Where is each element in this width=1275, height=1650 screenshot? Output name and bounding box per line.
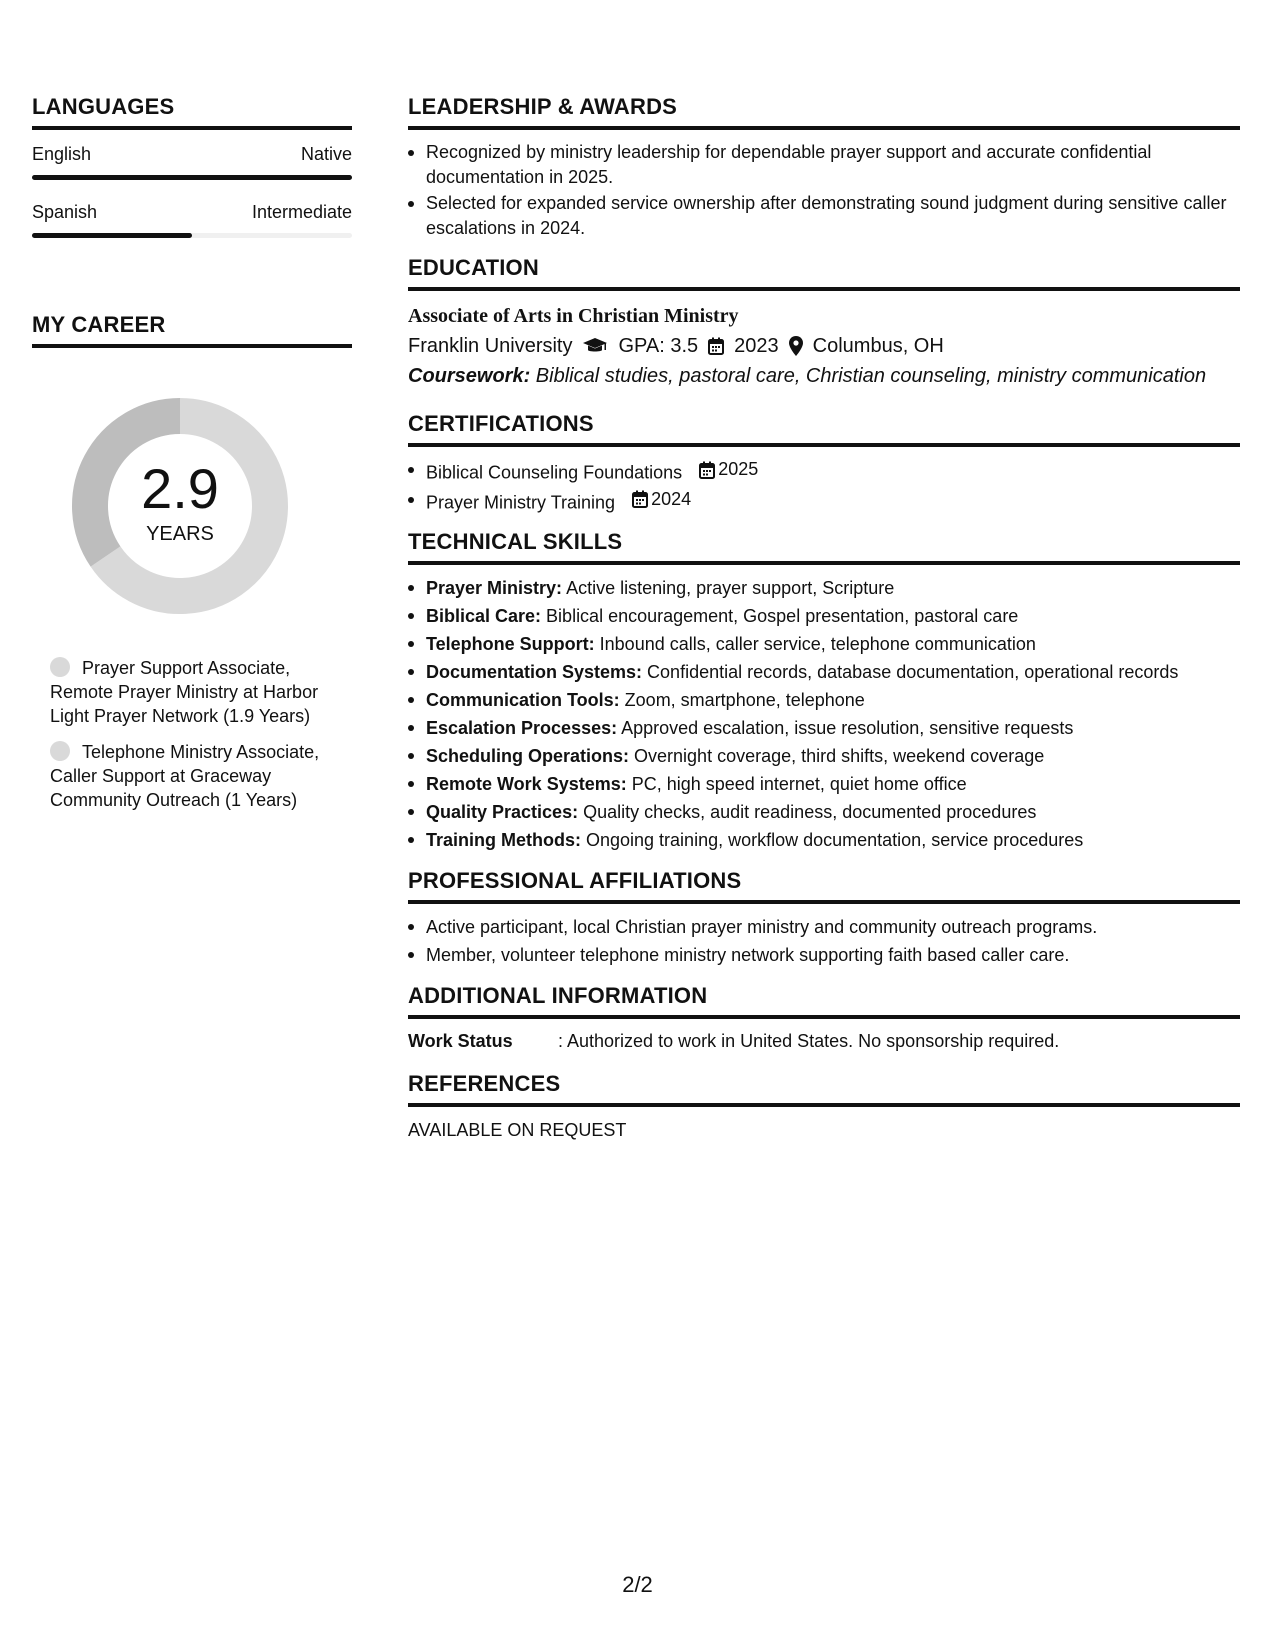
career-total-years: 2.9 [141, 456, 219, 520]
skill-values: Quality checks, audit readiness, documented procedures [578, 802, 1037, 822]
skill-category: Telephone Support: [426, 634, 595, 654]
references-text: AVAILABLE ON REQUEST [408, 1120, 627, 1140]
skill-item [408, 631, 1240, 658]
certifications-title: CERTIFICATIONS [408, 411, 1240, 447]
certification-item [408, 487, 1240, 516]
career-item [50, 656, 340, 728]
skill-category: Quality Practices: [426, 802, 579, 822]
location-pin-icon [789, 336, 803, 356]
coursework-label: Coursework: [408, 365, 531, 387]
affiliations-section [408, 868, 1240, 969]
graduation-year: 2023 [734, 335, 779, 357]
graduation-cap-icon [582, 337, 608, 355]
career-legend-dot [50, 657, 70, 677]
list-item: Active participant, local Christian prayer ministry and community outreach programs. [408, 914, 1240, 941]
degree-name: Associate of Arts in Christian Ministry [408, 305, 739, 327]
career-donut-chart [66, 392, 294, 620]
skill-category: Documentation Systems: [426, 662, 643, 682]
skill-item [408, 771, 1240, 798]
references-section [408, 1071, 1240, 1143]
skill-item [408, 575, 1240, 602]
career-item [50, 740, 340, 812]
language-proficiency-fill [32, 233, 192, 238]
skills-title: TECHNICAL SKILLS [408, 529, 1240, 565]
skill-values: Biblical encouragement, Gospel presentation, pastoral care [541, 606, 1019, 626]
career-item-text: Prayer Support Associate, Remote Prayer Ministry at Harbor Light Prayer Network (1.9 Years) [50, 658, 319, 726]
certification-name: Prayer Ministry Training [426, 492, 616, 512]
skill-values: Overnight coverage, third shifts, weekend coverage [629, 746, 1045, 766]
language-proficiency-fill [32, 175, 352, 180]
school-location: Columbus, OH [812, 335, 944, 357]
skill-values: PC, high speed internet, quiet home office [626, 774, 967, 794]
career-list [50, 656, 340, 812]
skill-item [408, 603, 1240, 630]
calendar-icon [708, 337, 724, 355]
gpa: GPA: 3.5 [618, 335, 699, 357]
skills-section [408, 529, 1240, 854]
certification-year: 2024 [651, 488, 692, 509]
right-column [408, 94, 1240, 1157]
skill-category: Remote Work Systems: [426, 774, 627, 794]
skill-category: Prayer Ministry: [426, 578, 563, 598]
list-item: Member, volunteer telephone ministry network supporting faith based caller care. [408, 942, 1240, 969]
skill-values: Inbound calls, caller service, telephone communication [594, 634, 1036, 654]
career-legend-dot [50, 741, 70, 761]
skill-item [408, 743, 1240, 770]
skill-category: Escalation Processes: [426, 718, 618, 738]
certification-name: Biblical Counseling Foundations [426, 462, 683, 483]
additional-info-title: ADDITIONAL INFORMATION [408, 983, 1240, 1019]
skill-category: Scheduling Operations: [426, 746, 630, 766]
work-status-row [408, 1029, 1240, 1053]
skill-item [408, 715, 1240, 742]
skill-category: Biblical Care: [426, 606, 542, 626]
skill-values: Active listening, prayer support, Scripture [562, 578, 895, 598]
references-title: REFERENCES [408, 1071, 1240, 1107]
skill-item [408, 827, 1240, 854]
left-column [32, 94, 352, 824]
skill-values: Confidential records, database documentation, operational records [642, 662, 1179, 682]
calendar-icon [699, 461, 715, 479]
certification-item [408, 457, 1240, 486]
certifications-section [408, 411, 1240, 515]
education-section [408, 255, 1240, 391]
language-level: Intermediate [251, 202, 352, 222]
list-item: Selected for expanded service ownership after demonstrating sound judgment during sensitive caller escalations in 2024. [408, 191, 1240, 241]
certification-year: 2025 [718, 459, 759, 479]
skill-item [408, 799, 1240, 826]
education-title: EDUCATION [408, 255, 1240, 291]
additional-info-section [408, 983, 1240, 1053]
list-item: Recognized by ministry leadership for dependable prayer support and accurate confidential documentation in 2025. [408, 140, 1240, 190]
skill-values: Zoom, smartphone, telephone [619, 690, 865, 710]
affiliations-title: PROFESSIONAL AFFILIATIONS [408, 868, 1240, 904]
language-item [32, 144, 352, 180]
education-meta [408, 331, 1240, 361]
skill-item [408, 659, 1240, 686]
coursework [408, 361, 1240, 391]
leadership-section [408, 94, 1240, 241]
career-item-text: Telephone Ministry Associate, Caller Support at Graceway Community Outreach (1 Years) [50, 742, 320, 810]
skill-category: Training Methods: [426, 830, 581, 850]
language-name: English [32, 144, 92, 164]
leadership-title: LEADERSHIP & AWARDS [408, 94, 1240, 130]
skill-item [408, 687, 1240, 714]
work-status-value: : Authorized to work in United States. No sponsorship required. [558, 1031, 1060, 1051]
career-section [32, 312, 352, 812]
skill-category: Communication Tools: [426, 690, 620, 710]
page-number: 2/2 [622, 1572, 653, 1597]
languages-section [32, 94, 352, 238]
school-name: Franklin University [408, 335, 573, 357]
skill-values: Approved escalation, issue resolution, sensitive requests [617, 718, 1074, 738]
work-status-label: Work Status [408, 1031, 513, 1051]
language-proficiency-bar [32, 175, 352, 180]
career-title: MY CAREER [32, 312, 352, 348]
coursework-text: Biblical studies, pastoral care, Christian counseling, ministry communication [530, 365, 1207, 387]
language-level: Native [300, 144, 352, 164]
calendar-icon [632, 490, 648, 508]
skill-values: Ongoing training, workflow documentation, service procedures [581, 830, 1084, 850]
languages-title: LANGUAGES [32, 94, 352, 130]
language-item [32, 202, 352, 238]
language-proficiency-bar [32, 233, 352, 238]
language-name: Spanish [32, 202, 98, 222]
career-years-label: YEARS [146, 522, 214, 545]
